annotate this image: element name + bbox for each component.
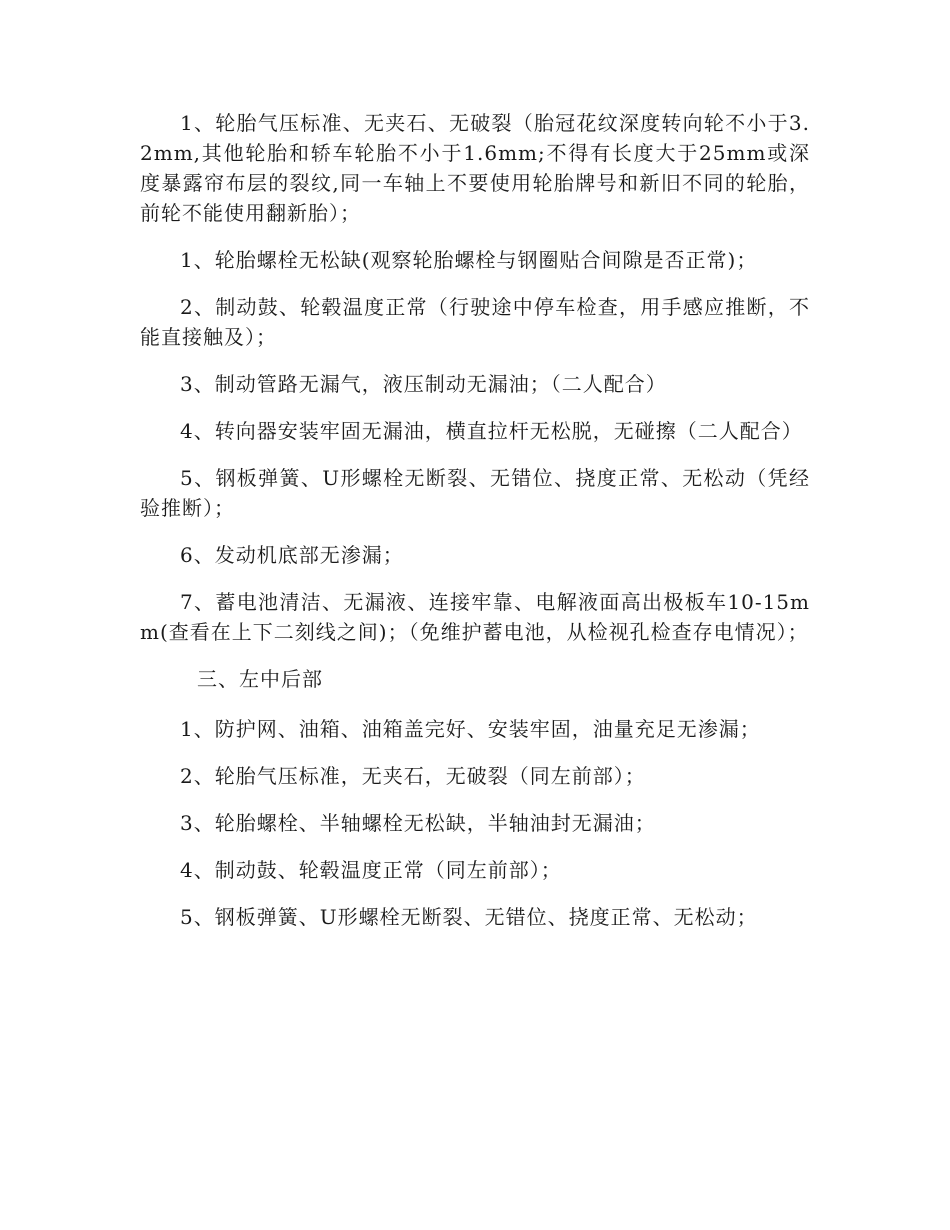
paragraph-guard-tank: 1、防护网、油箱、油箱盖完好、安装牢固，油量充足无渗漏；: [180, 717, 761, 741]
paragraph-brake-lines: 3、制动管路无漏气，液压制动无漏油；（二人配合）: [180, 372, 667, 396]
paragraph-battery: 7、蓄电池清洁、无漏液、连接牢靠、电解液面高出极板车10-15mm(查看在上下二刻线之间)；（免维护蓄电池，从检视孔检查存电情况）；: [140, 590, 810, 644]
paragraph-brake-drum: 2、制动鼓、轮毂温度正常（行驶途中停车检查，用手感应推断，不能直接触及）；: [140, 295, 810, 349]
paragraph-engine-bottom: 6、发动机底部无渗漏；: [180, 543, 404, 567]
paragraph-brake-temp: 4、制动鼓、轮毂温度正常（同左前部）；: [180, 858, 562, 882]
paragraph-leaf-spring: 5、钢板弹簧、U形螺栓无断裂、无错位、挠度正常、无松动（凭经验推断）；: [140, 466, 810, 520]
paragraph-tire-pressure: 1、轮胎气压标准、无夹石、无破裂（胎冠花纹深度转向轮不小于3.2mm,其他轮胎和轿车轮胎不小于1.6mm;不得有长度大于25mm或深度暴露帘布层的裂纹,同一车轴上不要使用轮胎牌号和新旧不同的轮胎，前轮不能使用翻新胎）；: [140, 111, 810, 225]
paragraph-tire-bolts: 1、轮胎螺栓无松缺(观察轮胎螺栓与钢圈贴合间隙是否正常)；: [180, 248, 758, 272]
section-heading: 三、左中后部: [197, 667, 323, 691]
paragraph-tire-check: 2、轮胎气压标准，无夹石，无破裂（同左前部）；: [180, 764, 646, 788]
paragraph-axle-bolts: 3、轮胎螺栓、半轴螺栓无松缺，半轴油封无漏油；: [180, 811, 656, 835]
paragraph-spring-check: 5、钢板弹簧、U形螺栓无断裂、无错位、挠度正常、无松动；: [180, 905, 758, 929]
paragraph-steering: 4、转向器安装牢固无漏油，横直拉杆无松脱，无碰擦（二人配合）: [180, 419, 803, 443]
